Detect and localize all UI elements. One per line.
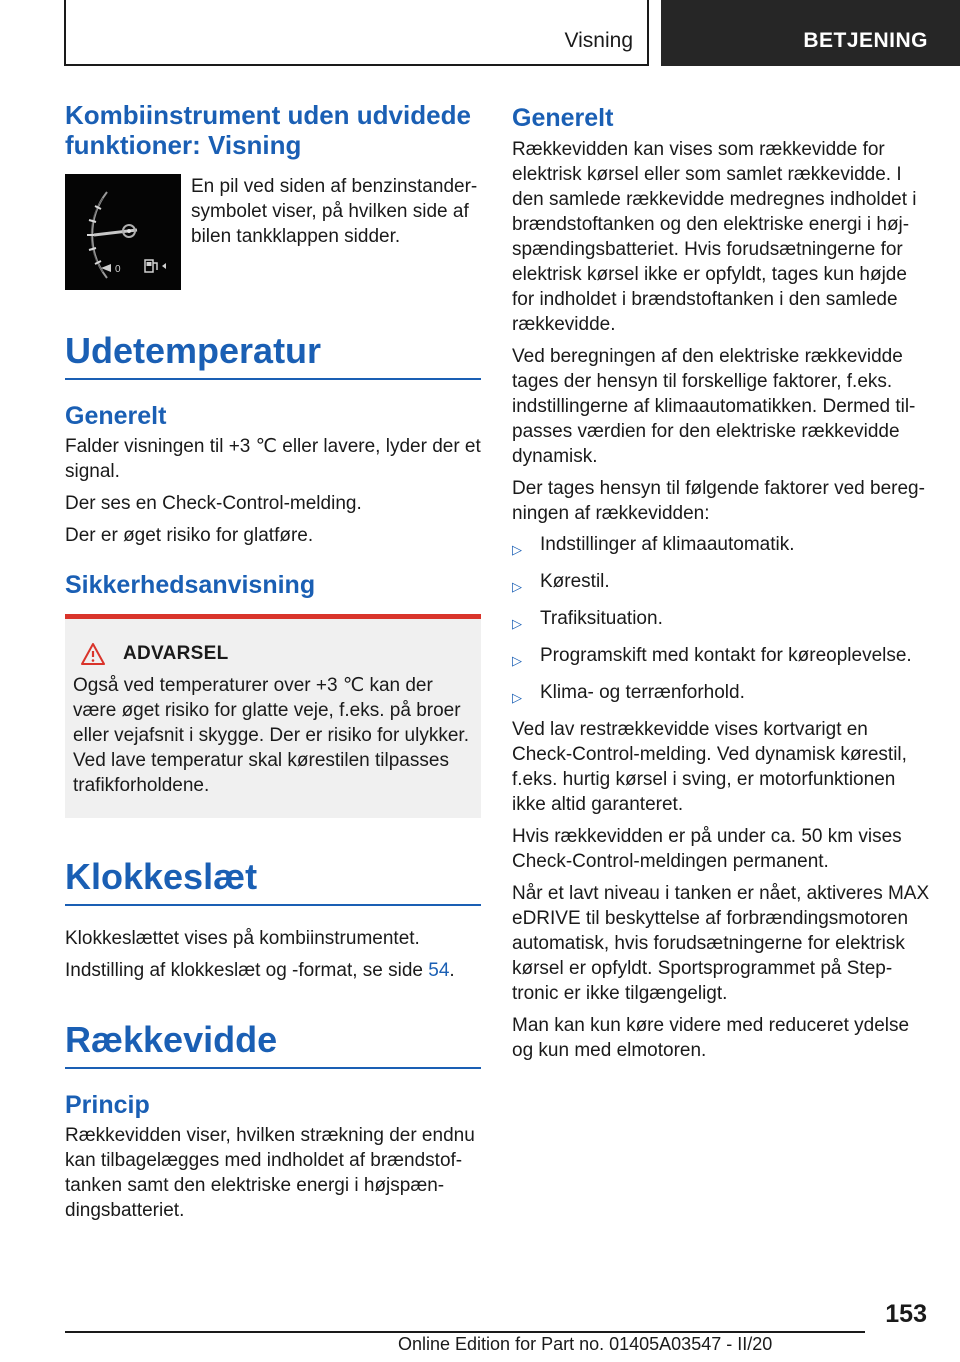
paragraph-reduced-power: Man kan kun køre videre med reduceret ydelse og kun med elmotoren. — [512, 1015, 910, 1061]
intro-paragraph: En pil ved siden af benzinstander-symbolet viser, på hvilken side af bilen tankklappen sidder. — [191, 176, 478, 247]
heading-generelt-right: Generelt — [512, 104, 614, 132]
paragraph-check-control: Der ses en Check-Control-melding. — [65, 493, 362, 514]
warning-text: Også ved temperaturer over +3 ℃ kan der være øget risiko for glatte veje, f.eks. på broer eller vejafsnit i skygge. Der er risiko for ulykker. Ved lave temperatur skal kørestilen tilpasses trafikforholdene. — [73, 675, 469, 796]
header-section-tab — [64, 0, 649, 66]
paragraph-clock-display: Klokkeslættet vises på kombiinstrumentet. — [65, 928, 420, 949]
bullet-triangle-icon: ▷ — [512, 690, 522, 705]
page-number: 153 — [885, 1300, 927, 1328]
paragraph-range-calc: Ved beregningen af den elektriske rækkevidde tages der hensyn til forskellige faktorer, f.eks. indstillingerne af klimaautomatikken. Dermed til-passes værdien for den elektriske rækkevidde dynamisk. — [512, 346, 916, 467]
list-item: ▷ Kørestil. — [512, 569, 930, 599]
list-item: ▷ Indstillinger af klimaautomatik. — [512, 532, 930, 562]
warning-title: ADVARSEL — [123, 643, 229, 664]
paragraph-temp-signal: Falder visningen til +3 ℃ eller lavere, lyder der et signal. — [65, 436, 481, 482]
paragraph-princip: Rækkevidden viser, hvilken strækning der endnu kan tilbagelægges med indholdet af brændstof-tanken samt den elektriske energi i højspæn-dingsbatteriet. — [65, 1125, 475, 1221]
page-link-54[interactable]: 54 — [428, 960, 450, 981]
paragraph-under-50km: Hvis rækkevidden er på under ca. 50 km vises Check-Control-meldingen permanent. — [512, 826, 902, 872]
heading-sikkerhedsanvisning: Sikkerhedsanvisning — [65, 571, 316, 599]
bullet-triangle-icon: ▷ — [512, 542, 522, 557]
left-column — [65, 100, 481, 1223]
header-chapter-label: BETJENING — [803, 29, 928, 52]
paragraph-glatfore: Der er øget risiko for glatføre. — [65, 525, 314, 546]
paragraph-max-edrive: Når et lavt niveau i tanken er nået, aktiveres MAX eDRIVE til beskyttelse af forbrændingsmotoren automatisk, hvis forudsætningerne for elektrisk kørsel er opfyldt. Sportsprogrammet på Step-tronic er ikke tilgængeligt. — [512, 883, 930, 1004]
bullet-triangle-icon: ▷ — [512, 616, 522, 631]
list-item: ▷ Klima- og terrænforhold. — [512, 680, 930, 710]
footer-edition: Online Edition for Part no. 01405A03547 - II/20 — [398, 1334, 773, 1354]
page-header — [0, 0, 960, 66]
heading-generelt-left: Generelt — [65, 402, 167, 430]
heading-princip: Princip — [65, 1091, 150, 1119]
warning-triangle-icon — [81, 642, 105, 666]
right-column — [512, 100, 930, 1063]
heading-raekkevidde: Rækkevidde — [65, 1019, 481, 1069]
gauge-zero-label: 0 — [115, 264, 121, 275]
fuel-gauge-image — [65, 174, 181, 290]
list-item: ▷ Trafiksituation. — [512, 606, 930, 636]
header-chapter-tab — [661, 0, 960, 66]
heading-cluster-display: Kombiinstrument uden udvidede funktioner: Visning — [65, 100, 471, 160]
paragraph-low-range: Ved lav restrækkevidde vises kortvarigt en Check-Control-melding. Ved dynamisk kørestil, f.eks. hurtig kørsel i sving, er motorfunktionen ikke altid garanteret. — [512, 719, 907, 815]
factors-list — [512, 532, 930, 710]
bullet-triangle-icon: ▷ — [512, 579, 522, 594]
paragraph-clock-settings — [65, 958, 481, 983]
heading-klokkeslaet: Klokkeslæt — [65, 856, 481, 906]
bullet-triangle-icon: ▷ — [512, 653, 522, 668]
header-section-label: Visning — [564, 29, 633, 52]
warning-header — [73, 641, 473, 667]
heading-udetemperatur: Udetemperatur — [65, 330, 481, 380]
fuel-flap-intro — [65, 174, 481, 292]
clock-settings-suffix: . — [449, 960, 455, 981]
footer-divider — [65, 1331, 865, 1333]
paragraph-range-types: Rækkevidden kan vises som rækkevidde for elektrisk kørsel eller som samlet rækkevidde. I den samlede rækkevidde medregnes indholdet i brændstoftanken og den elektriske energi i høj-spændingsbatteriet. Hvis forudsætningerne for elektrisk kørsel ikke er opfyldt, tages kun højde for indholdet i brændstoftanken i den samlede rækkevidde. — [512, 139, 917, 335]
list-item: ▷ Programskift med kontakt for køreoplevelse. — [512, 643, 930, 673]
clock-settings-text: Indstilling af klokkeslæt og -format, se side — [65, 960, 429, 981]
paragraph-factors-intro: Der tages hensyn til følgende faktorer ved bereg-ningen af rækkevidden: — [512, 478, 925, 524]
warning-box — [65, 614, 481, 818]
